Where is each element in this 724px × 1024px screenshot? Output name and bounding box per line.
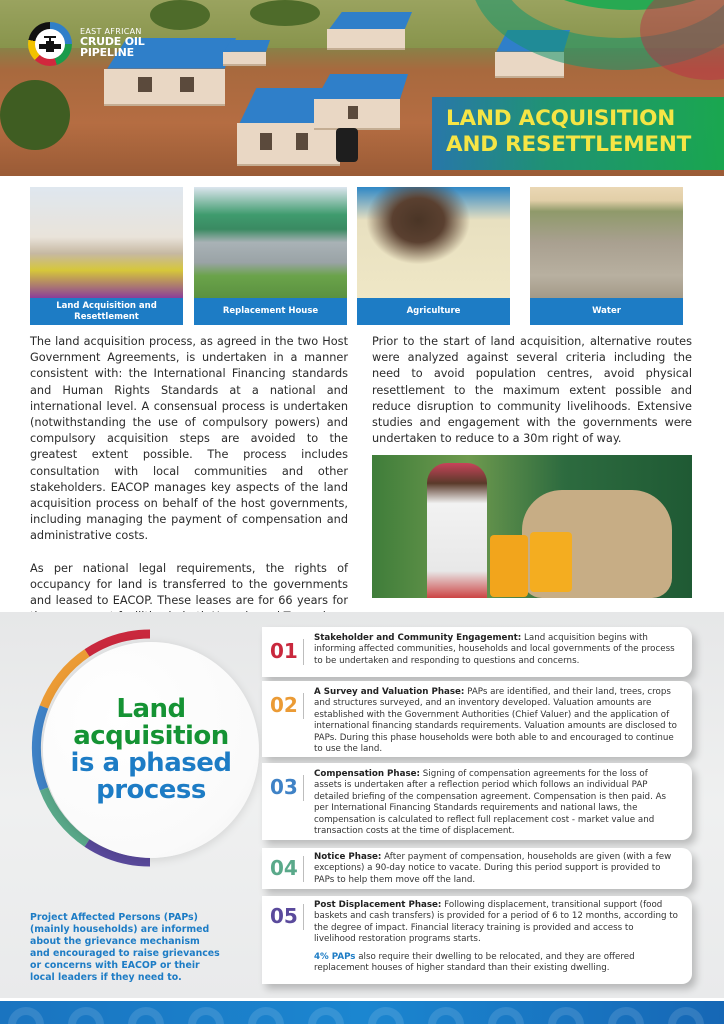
footer-pattern-ring: [8, 1007, 44, 1024]
phase-extra-note: [314, 952, 678, 975]
eacop-logo: [28, 22, 72, 66]
photo-tiles: [30, 187, 693, 325]
footer-pattern-ring: [488, 1007, 524, 1024]
paragraph-occupancy-rights: As per national legal requirements, the rights of occupancy for land is transferred to the governments and leased to EACOP. These leases are for 66 years for: [30, 561, 348, 608]
headline-green-line-1: Land: [116, 694, 186, 724]
phase-description: [314, 900, 678, 974]
phase-text: Signing of compensation agreements for the loss of assets is undertaken after a reflection period which follows an individual PAP detailed briefing of the compensation agreement. Compensation is then paid. As per International Financing Standards requirements and national laws, the compensation is calculated to reflect full replacement cost - market value and transaction costs at the time of displacement.: [314, 769, 667, 837]
footer-pattern-ring: [428, 1007, 464, 1024]
phase-card-03: [262, 763, 692, 840]
phase-number: 04: [270, 856, 298, 880]
paragraph-land-process: The land acquisition process, as agreed in the two Host Government Agreements, is undertaken in a manner consistent with: the International Financing standards and Human Rights Standards at a national and international level. A consensual process is undertaken (notwithstanding the use of compulsory powers) and compulsory acquisition steps are avoided to the greatest extent possible. The process includes consultation with local communities and other stakeholders. EACOP manages key aspects of the land acquisition process on behalf of the host governments, including managing the payment of compensation and administrative costs.: [30, 335, 348, 543]
phase-title: Stakeholder and Community Engagement:: [314, 633, 522, 643]
phase-number: 03: [270, 775, 298, 799]
phase-card-02: [262, 681, 692, 757]
tile-agriculture: [357, 187, 510, 325]
grievance-note: Project Affected Persons (PAPs) (mainly households) are informed about the grievance mechanism and encouraged to raise grievances or concerns with EACOP or their local leaders if they need to.: [30, 912, 220, 983]
logo-line-2: CRUDE OIL: [80, 35, 145, 49]
phase-text: After payment of compensation, households are given (with a few exceptions) a 90-day notice to vacate. During this period support is provided to PAPs to help them move off the land.: [314, 852, 672, 885]
page-title: [432, 97, 724, 170]
phase-description: [314, 633, 678, 667]
tile-replacement-house: [194, 187, 347, 325]
phase-text: Following displacement, transitional support (food baskets and cash transfers) is provided for a period of 6 to 12 months, according to the degree of impact. Financial literacy training is provided and access to livelihood restoration programs starts.: [314, 900, 678, 945]
phase-divider: [303, 693, 304, 719]
logo-line-1: EAST AFRICAN: [80, 27, 142, 36]
pipeline-valve-icon: [39, 35, 61, 53]
phase-title: A Survey and Valuation Phase:: [314, 687, 465, 697]
phase-divider: [303, 856, 304, 882]
phase-description: [314, 769, 678, 837]
phase-divider: [303, 639, 304, 665]
phase-number: 02: [270, 693, 298, 717]
phase-divider: [303, 775, 304, 801]
phase-card-05: [262, 896, 692, 984]
decorative-arc-red: [640, 0, 724, 80]
headline-blue-line-2: process: [96, 775, 206, 805]
footer-pattern-ring: [668, 1007, 704, 1024]
phase-text: Land acquisition begins with informing affected communities, households and local governments of the process to be undertaken and responding to questions and concerns.: [314, 633, 675, 666]
hero-banner: [0, 0, 724, 176]
hero-tree: [250, 0, 320, 26]
footer-pattern-ring: [248, 1007, 284, 1024]
footer-pattern-ring: [188, 1007, 224, 1024]
photo-jerrycan: [530, 532, 572, 592]
hero-tree: [150, 0, 210, 30]
photo-person: [427, 463, 487, 598]
phase-highlight: 4% PAPs: [314, 951, 356, 962]
tile-land-acquisition: [30, 187, 183, 325]
phase-divider: [303, 904, 304, 930]
tile-photo: [530, 187, 683, 298]
phase-number: 05: [270, 904, 298, 928]
phase-description: [314, 852, 678, 886]
phase-text: PAPs are identified, and their land, trees, crops and structures surveyed, and an inventory developed. Valuation amounts are established with the Government Authorities (Chief Valuer) and the application of international financing standards requirements. Valuation amounts are disclosed to PAPs. During this phase households were both able to and encouraged to continue to use the land.: [314, 687, 677, 755]
hero-house: [220, 40, 270, 66]
left-column-text: [30, 334, 348, 625]
tile-water: [530, 187, 683, 325]
footer-band: [0, 1001, 724, 1024]
footer-pattern-ring: [608, 1007, 644, 1024]
hero-house: [322, 12, 412, 50]
tile-caption: Water: [530, 298, 683, 325]
phase-title: Notice Phase:: [314, 852, 382, 862]
phase-description: [314, 687, 678, 755]
hero-tree: [0, 80, 70, 150]
footer-pattern-ring: [548, 1007, 584, 1024]
phase-card-04: [262, 848, 692, 889]
right-column-text: [372, 334, 692, 447]
logo-wordmark: [80, 28, 145, 59]
tile-photo: [357, 187, 510, 298]
page-title-line-1: LAND ACQUISITION: [446, 106, 676, 131]
tile-caption: Agriculture: [357, 298, 510, 325]
photo-woman-with-jerrycans: [372, 455, 692, 598]
phase-title: Compensation Phase:: [314, 769, 420, 779]
page-title-line-2: AND RESETTLEMENT: [446, 132, 692, 157]
headline-green-line-2: acquisition: [73, 721, 229, 751]
paragraph-alternative-routes: Prior to the start of land acquisition, alternative routes were analyzed against several criteria including the need to avoid population centres, avoid physical resettlement to the maximum extent possible and reduce disruption to community livelihoods. Extensive studies and engagement with the governments were undertaken to reduce to a 30m right of way.: [372, 335, 692, 446]
phased-process-headline: [43, 642, 259, 858]
logo-line-3: PIPELINE: [80, 46, 134, 60]
footer-pattern-ring: [368, 1007, 404, 1024]
footer-pattern-ring: [128, 1007, 164, 1024]
phase-card-01: [262, 627, 692, 677]
footer-pattern-ring: [308, 1007, 344, 1024]
photo-jerrycan: [490, 535, 528, 597]
headline-blue-line-1: is a phased: [70, 748, 232, 778]
tile-photo: [30, 187, 183, 298]
tile-photo: [194, 187, 347, 298]
footer-pattern-ring: [68, 1007, 104, 1024]
tile-caption: Replacement House: [194, 298, 347, 325]
phase-number: 01: [270, 639, 298, 663]
water-tank: [336, 128, 358, 162]
hero-house: [308, 74, 408, 130]
phase-title: Post Displacement Phase:: [314, 900, 442, 910]
tile-caption: Land Acquisition and Resettlement: [30, 298, 183, 325]
phase-extra-text: also require their dwelling to be relocated, and they are offered replacement houses of higher standard than their existing dwelling.: [314, 951, 635, 974]
